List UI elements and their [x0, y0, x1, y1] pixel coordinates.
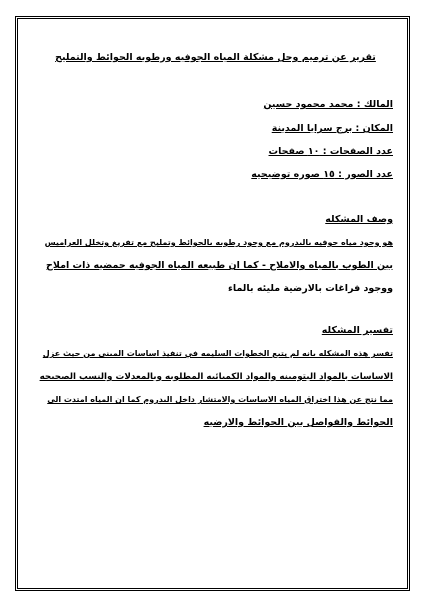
images-count-line: عدد الصور : ١٥ صوره توضيحيه [251, 169, 393, 180]
interpretation-heading: تفسير المشكله [321, 325, 393, 336]
pages-count-line: عدد الصفحات : ١٠ صفحات [268, 146, 393, 157]
owner-line: المالك : محمد محمود حسين [263, 99, 393, 110]
location-line: المكان : برج سرايا المدينة [271, 123, 393, 134]
interpretation-line-4: الحوائط والفواصل بين الحوائط والارضيه [203, 417, 393, 428]
report-title: تقرير عن ترميم وحل مشكلة المياه الجوفيه ورطوبه الحوائط والتمليح [55, 52, 376, 63]
interpretation-line-1: تفسر هذه المشكله بانه لم يتبع الخطوات السليمه في تنفيذ اساسات المبنى من حيث عزل [42, 349, 393, 358]
description-line-3: ووجود فراغات بالارضية مليئه بالماء [228, 283, 393, 294]
description-line-2: بين الطوب بالمياه والاملاح - كما ان طبيعه المياه الجوفيه حمضيه ذات املاح [46, 260, 393, 271]
description-line-1: هو وجود مياه جوفيه بالبدروم مع وجود رطوبه بالحوائط وتمليح مع تفريغ وتخلل العراميس [44, 238, 393, 247]
interpretation-line-3: مما نتج عن هذا اختراق المياه الاساسات والامتشار داخل البدروم كما ان المياه امتدت الى [47, 395, 393, 404]
interpretation-line-2: الاساسات بالمواد البتومينه والمواد الكميائيه المطلوبه وبالمعدلات والنسب الصحيحه [39, 372, 393, 382]
description-heading: وصف المشكله [325, 214, 393, 225]
